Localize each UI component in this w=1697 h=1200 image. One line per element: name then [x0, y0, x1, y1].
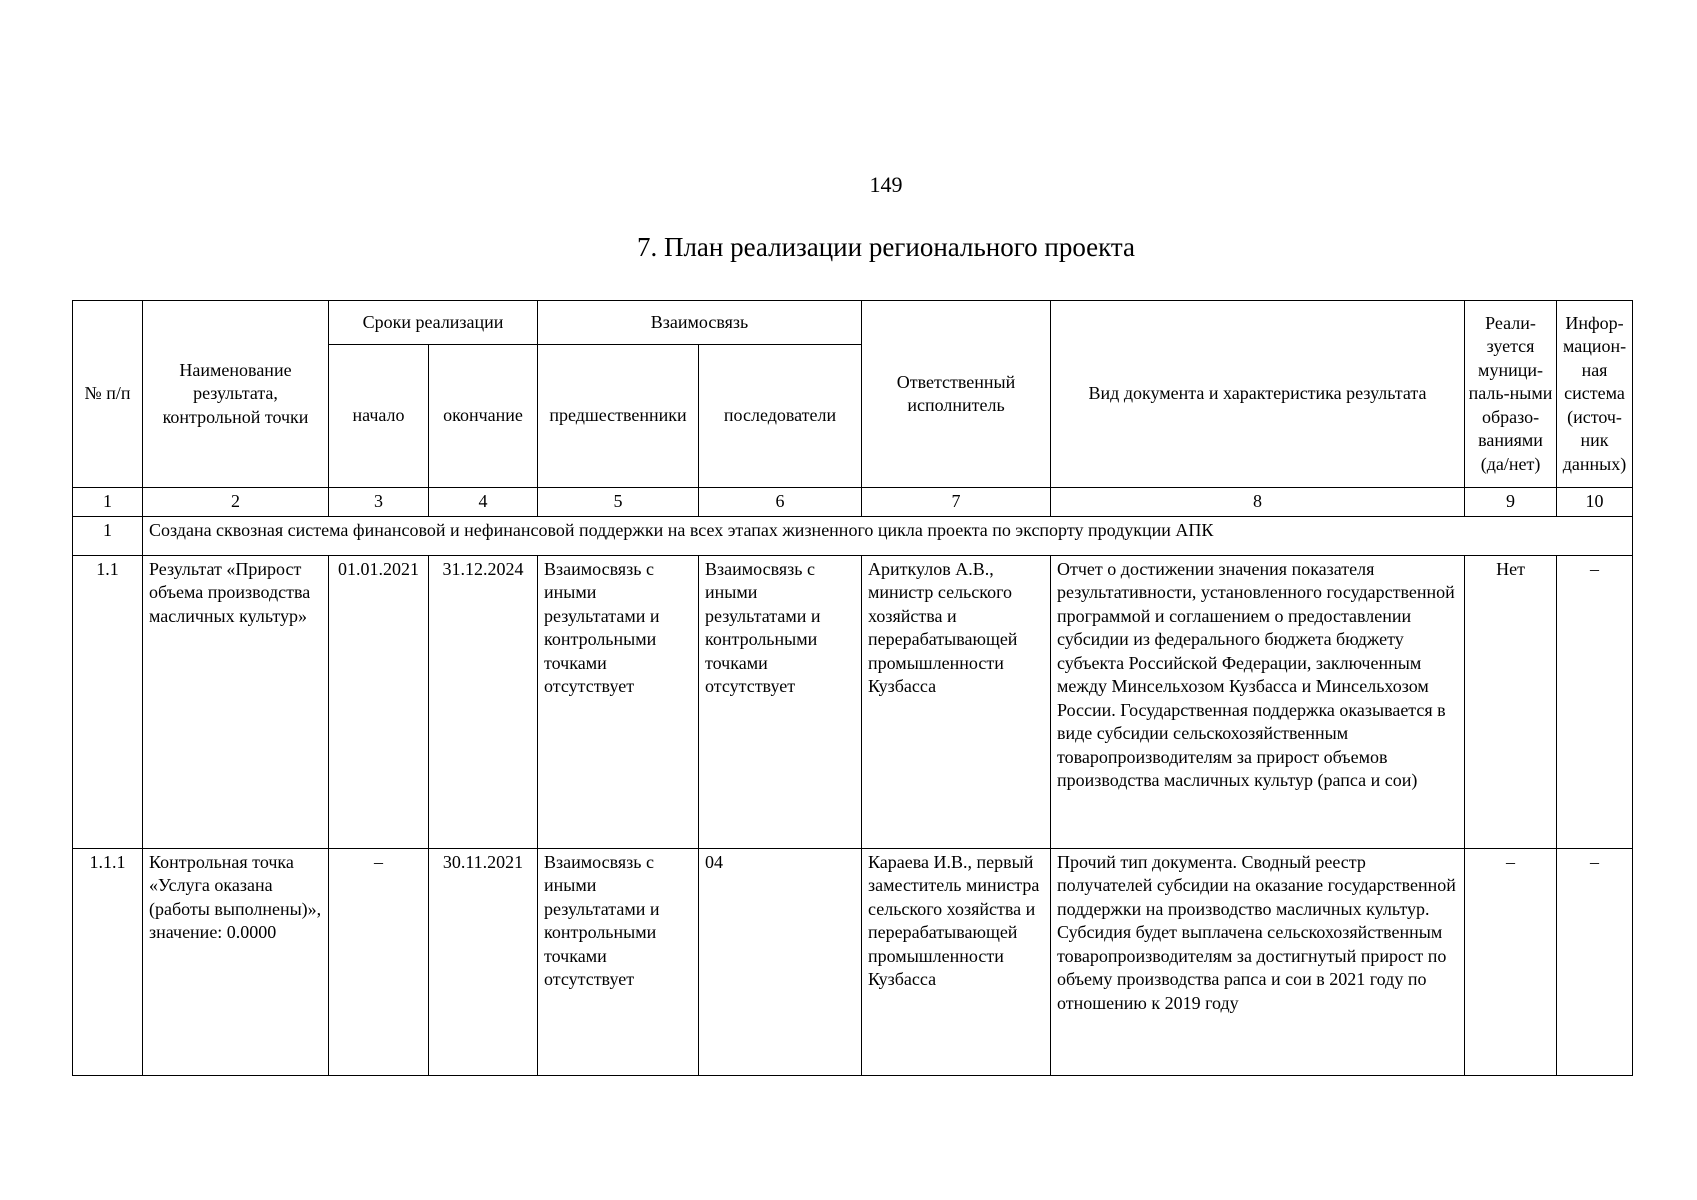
column-number-row: [73, 488, 1633, 517]
row-predecessors: Взаимосвязь с иными результатами и контрольными точками отсутствует: [538, 848, 699, 1075]
section-title: Создана сквозная система финансовой и нефинансовой поддержки на всех этапах жизненного цикла проекта по экспорту продукции АПК: [143, 516, 1633, 555]
row-end: 31.12.2024: [429, 555, 538, 848]
header-info-system: Инфор-мацион-ная система (источ-ник данных): [1557, 301, 1633, 488]
header-relation: Взаимосвязь: [538, 301, 862, 345]
row-responsible: Караева И.В., первый заместитель министра сельского хозяйства и перерабатывающей промышленности Кузбасса: [862, 848, 1051, 1075]
row-doc-type: Отчет о достижении значения показателя результативности, установленного государственной программой и соглашением о предоставлении субсидии из федерального бюджета бюджету субъекта Российской Федерации, заключенным между Минсельхозом Кузбасса и Минсельхозом России. Государственная поддержка оказывается в виде субсидии сельскохозяйственным товаропроизводителям за прирост объемов производства масличных культур (рапса и сои): [1051, 555, 1465, 848]
row-doc-type: Прочий тип документа. Сводный реестр получателей субсидии на оказание государственной поддержки на производство масличных культур. Субсидия будет выплачена сельскохозяйственным товаропроизводителям за достигнутый прирост по объему производства рапса и сои в 2021 году по отношению к 2019 году: [1051, 848, 1465, 1075]
column-number: 8: [1051, 488, 1465, 517]
row-num: 1.1.1: [73, 848, 143, 1075]
row-successors: Взаимосвязь с иными результатами и контрольными точками отсутствует: [699, 555, 862, 848]
header-terms: Сроки реализации: [329, 301, 538, 345]
document-title: 7. План реализации регионального проекта: [636, 232, 1136, 262]
header-end: окончание: [429, 345, 538, 488]
column-number: 2: [143, 488, 329, 517]
column-number: 5: [538, 488, 699, 517]
row-start: 01.01.2021: [329, 555, 429, 848]
column-number: 6: [699, 488, 862, 517]
row-municipal: –: [1465, 848, 1557, 1075]
row-municipal: Нет: [1465, 555, 1557, 848]
column-number: 9: [1465, 488, 1557, 517]
implementation-plan-table: [72, 300, 1633, 1076]
section-num: 1: [73, 516, 143, 555]
row-end: 30.11.2021: [429, 848, 538, 1075]
column-number: 3: [329, 488, 429, 517]
header-municipal: Реали-зуется муници-паль-ными образо-ваниями (да/нет): [1465, 301, 1557, 488]
header-num: № п/п: [73, 301, 143, 488]
section-row: [73, 516, 1633, 555]
column-number: 1: [73, 488, 143, 517]
header-responsible: Ответственный исполнитель: [862, 301, 1051, 488]
header-doc-type: Вид документа и характеристика результата: [1051, 301, 1465, 488]
row-start: –: [329, 848, 429, 1075]
row-info-system: –: [1557, 555, 1633, 848]
row-successors: 04: [699, 848, 862, 1075]
table-row: [73, 848, 1633, 1075]
header-predecessors: предшественники: [538, 345, 699, 488]
header-row-1: [73, 301, 1633, 345]
row-info-system: –: [1557, 848, 1633, 1075]
page-number: 149: [869, 172, 903, 197]
header-successors: последователи: [699, 345, 862, 488]
column-number: 10: [1557, 488, 1633, 517]
row-name: Результат «Прирост объема производства масличных культур»: [143, 555, 329, 848]
header-start: начало: [329, 345, 429, 488]
row-responsible: Ариткулов А.В., министр сельского хозяйства и перерабатывающей промышленности Кузбасса: [862, 555, 1051, 848]
column-number: 4: [429, 488, 538, 517]
row-num: 1.1: [73, 555, 143, 848]
row-name: Контрольная точка «Услуга оказана (работы выполнены)», значение: 0.0000: [143, 848, 329, 1075]
header-name: Наименование результата, контрольной точки: [143, 301, 329, 488]
table-row: [73, 555, 1633, 848]
column-number: 7: [862, 488, 1051, 517]
row-predecessors: Взаимосвязь с иными результатами и контрольными точками отсутствует: [538, 555, 699, 848]
